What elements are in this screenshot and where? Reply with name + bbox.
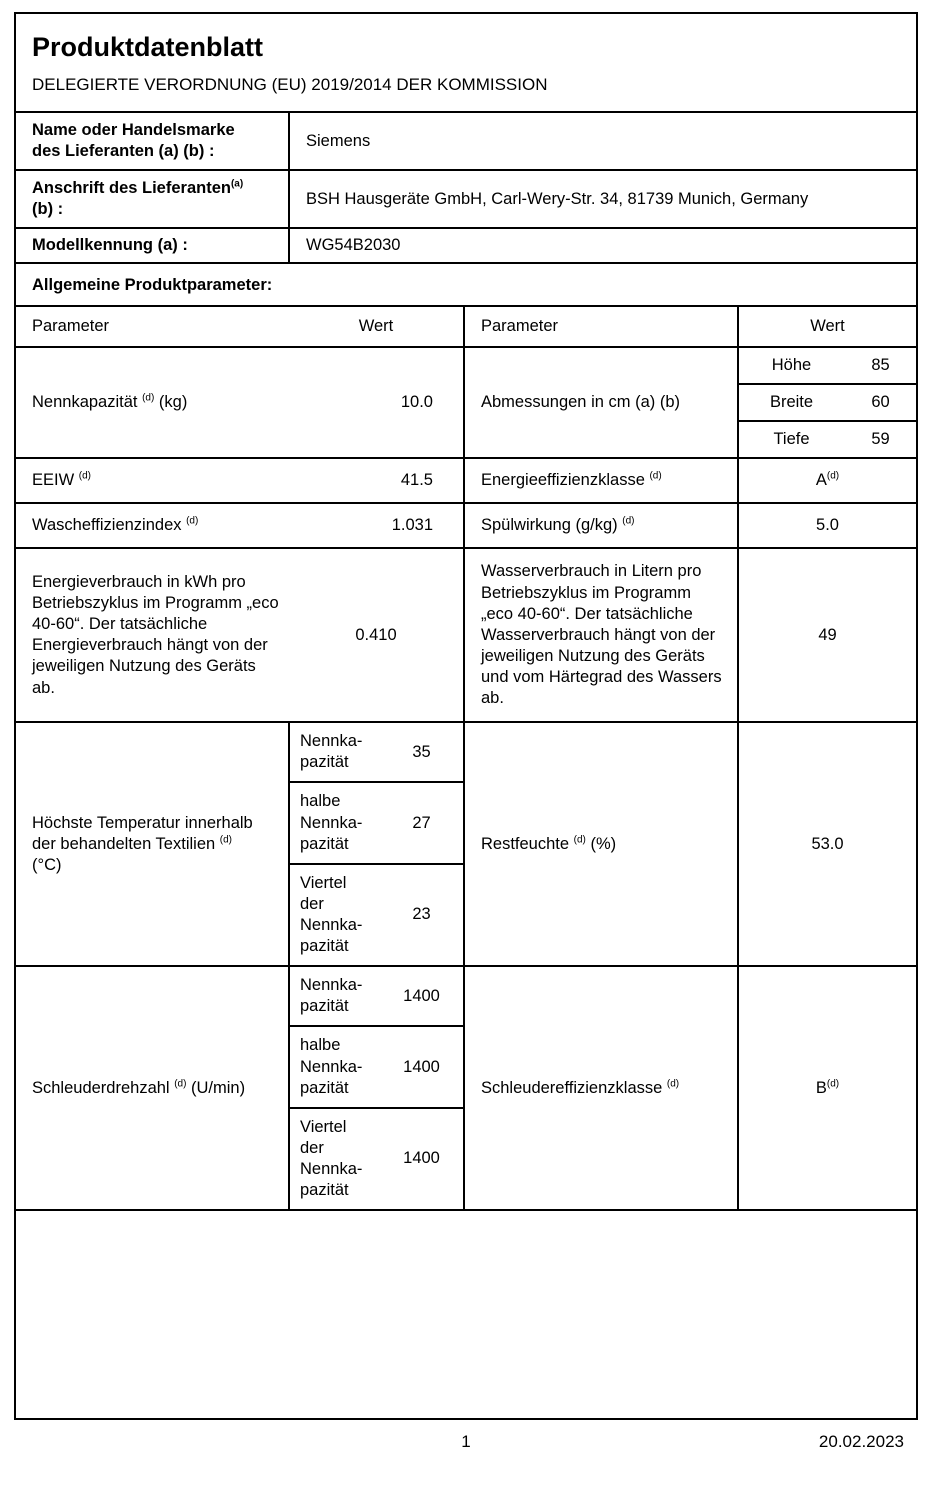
- spin-speed-label: [16, 966, 289, 1210]
- spin-class-label-sup: (d): [666, 1078, 680, 1090]
- energy-class-label-sup: (d): [649, 470, 662, 482]
- header-parameter-2: Parameter: [464, 306, 738, 347]
- dimensions-subtable: [739, 348, 917, 457]
- rinse-label-sup: (d): [622, 515, 635, 527]
- supplier-name-label: [16, 112, 289, 170]
- table-row: [290, 723, 465, 782]
- residual-moisture-label: [464, 722, 738, 966]
- temperature-name-quarter: Viertel der Nennka-pazität: [300, 873, 363, 956]
- wash-index-label-text: Wascheffizienzindex: [32, 516, 182, 535]
- temperature-label: [16, 722, 289, 966]
- supplier-address-label-text: Anschrift des Lieferanten: [32, 179, 231, 198]
- eeiw-label: [16, 458, 289, 503]
- table-row: [16, 112, 916, 170]
- residual-moisture-label-unit: (%): [590, 834, 617, 853]
- dimension-name-tiefe: Tiefe: [773, 430, 810, 449]
- dimensions-values: [738, 347, 916, 458]
- datasheet-frame: [14, 12, 918, 1420]
- temperature-value-half: 27: [378, 782, 465, 863]
- spin-class-label-text: Schleudereffizienzklasse: [481, 1078, 663, 1097]
- spin-speed-value-full: 1400: [378, 967, 465, 1026]
- energy-consumption-label: Energieverbrauch in kWh pro Betriebszyklus im Programm „eco 40-60“. Der tatsächliche Energieverbrauch hängt von der jeweiligen Nutzung des Geräts ab.: [16, 548, 289, 722]
- document-date: 20.02.2023: [818, 1432, 904, 1451]
- temperature-name-full: Nennka-pazität: [290, 723, 378, 782]
- spin-class-value-text: B: [815, 1078, 827, 1097]
- temperature-subtable: [290, 723, 465, 965]
- parameters-table: [16, 305, 916, 1211]
- table-row: [16, 347, 916, 458]
- energy-consumption-value: 0.410: [289, 548, 464, 722]
- temperature-label-unit: (°C): [32, 855, 62, 874]
- header-value-2: Wert: [738, 306, 916, 347]
- spin-speed-label-unit: (U/min): [191, 1078, 246, 1097]
- dimension-name-breite: Breite: [739, 384, 844, 421]
- table-row: [739, 421, 917, 457]
- spin-speed-value-half: 1400: [378, 1026, 465, 1107]
- general-parameters-heading: Allgemeine Produktparameter:: [32, 276, 273, 295]
- eeiw-value: 41.5: [289, 458, 464, 503]
- page-title: Produktdatenblatt: [32, 32, 264, 62]
- dimension-value-breite: 60: [844, 384, 917, 421]
- temperature-label-text: Höchste Temperatur innerhalb der behandelten Textilien: [32, 813, 253, 853]
- capacity-label: [16, 347, 289, 458]
- energy-class-label-text: Energieeffizienzklasse: [481, 471, 645, 490]
- residual-moisture-value: 53.0: [738, 722, 916, 966]
- supplier-name-label-line2: des Lieferanten (a) (b) :: [32, 142, 215, 161]
- capacity-value: 10.0: [289, 347, 464, 458]
- energy-class-value-text: A: [815, 471, 827, 490]
- temperature-value-full: 35: [378, 723, 465, 782]
- spin-speed-value-quarter: 1400: [403, 1149, 440, 1168]
- rinse-value: 5.0: [738, 503, 916, 548]
- temperature-name-half: halbe Nennka-pazität: [290, 782, 378, 863]
- table-row: [290, 864, 465, 965]
- residual-moisture-label-text: Restfeuchte: [481, 834, 570, 853]
- table-row: [290, 1026, 465, 1107]
- supplier-address-label-line2: (b) :: [32, 200, 64, 219]
- spin-speed-name-quarter: Viertel der Nennka-pazität: [300, 1117, 363, 1200]
- eeiw-label-sup: (d): [78, 470, 91, 482]
- dimensions-label: Abmessungen in cm (a) (b): [464, 347, 738, 458]
- page-footer: [14, 1432, 918, 1452]
- energy-class-value: [738, 458, 916, 503]
- wash-index-label-sup: (d): [186, 515, 199, 527]
- rinse-label-text: Spülwirkung (g/kg): [481, 516, 618, 535]
- spin-speed-label-sup: (d): [174, 1078, 187, 1090]
- table-row: [16, 170, 916, 228]
- model-value: WG54B2030: [289, 228, 916, 263]
- temperature-label-sup: (d): [219, 834, 232, 846]
- table-row: [16, 722, 916, 966]
- table-row: [290, 782, 465, 863]
- table-row: [290, 1108, 465, 1209]
- spin-speed-subtable: [290, 967, 465, 1209]
- spin-class-label: [464, 966, 738, 1210]
- table-row: [16, 966, 916, 1210]
- water-consumption-label: Wasserverbrauch in Litern pro Betriebszyklus im Programm „eco 40-60“. Der tatsächliche Wasserverbrauch hängt von der jeweiligen Nutzung des Geräts und vom Härtegrad des Wassers ab.: [464, 548, 738, 722]
- header-value-1: Wert: [289, 306, 464, 347]
- wash-index-label: [16, 503, 289, 548]
- table-row: [16, 458, 916, 503]
- table-row: [739, 384, 917, 421]
- header-parameter-1: Parameter: [16, 306, 289, 347]
- rinse-label: [464, 503, 738, 548]
- eeiw-label-text: EEIW: [32, 471, 75, 490]
- dimension-value-tiefe: 59: [871, 430, 890, 449]
- supplier-table: [16, 111, 916, 264]
- capacity-label-unit: (kg): [158, 393, 188, 412]
- temperature-values: [289, 722, 464, 966]
- table-row: [290, 967, 465, 1026]
- energy-class-value-sup: (d): [826, 470, 840, 482]
- supplier-name-value: Siemens: [289, 112, 916, 170]
- energy-class-label: [464, 458, 738, 503]
- supplier-address-label: [16, 170, 289, 228]
- water-consumption-value: 49: [738, 548, 916, 722]
- spin-class-value: [738, 966, 916, 1210]
- table-row: [739, 348, 917, 384]
- wash-index-value: 1.031: [289, 503, 464, 548]
- temperature-value-quarter: 23: [412, 905, 431, 924]
- supplier-address-value: BSH Hausgeräte GmbH, Carl-Wery-Str. 34, 81739 Munich, Germany: [289, 170, 916, 228]
- regulation-subtitle: DELEGIERTE VERORDNUNG (EU) 2019/2014 DER KOMMISSION: [32, 75, 548, 94]
- spin-speed-name-full: Nennka-pazität: [290, 967, 378, 1026]
- residual-moisture-label-sup: (d): [573, 834, 586, 846]
- table-header-row: [16, 306, 916, 347]
- table-row: [16, 503, 916, 548]
- capacity-label-text: Nennkapazität: [32, 393, 138, 412]
- table-row: [16, 548, 916, 722]
- spin-speed-name-half: halbe Nennka-pazität: [290, 1026, 378, 1107]
- page-number: 1: [461, 1432, 471, 1451]
- dimension-value-hoehe: 85: [844, 348, 917, 384]
- supplier-name-label-line1: Name oder Handelsmarke: [32, 121, 235, 139]
- capacity-label-sup: (d): [142, 392, 155, 404]
- spin-speed-label-text: Schleuderdrehzahl: [32, 1078, 170, 1097]
- dimension-name-hoehe: Höhe: [739, 348, 844, 384]
- supplier-address-sup-a: (a): [230, 178, 244, 190]
- spin-class-value-sup: (d): [826, 1078, 840, 1090]
- spin-speed-values: [289, 966, 464, 1210]
- model-label: Modellkennung (a) :: [16, 228, 289, 263]
- table-row: [16, 228, 916, 263]
